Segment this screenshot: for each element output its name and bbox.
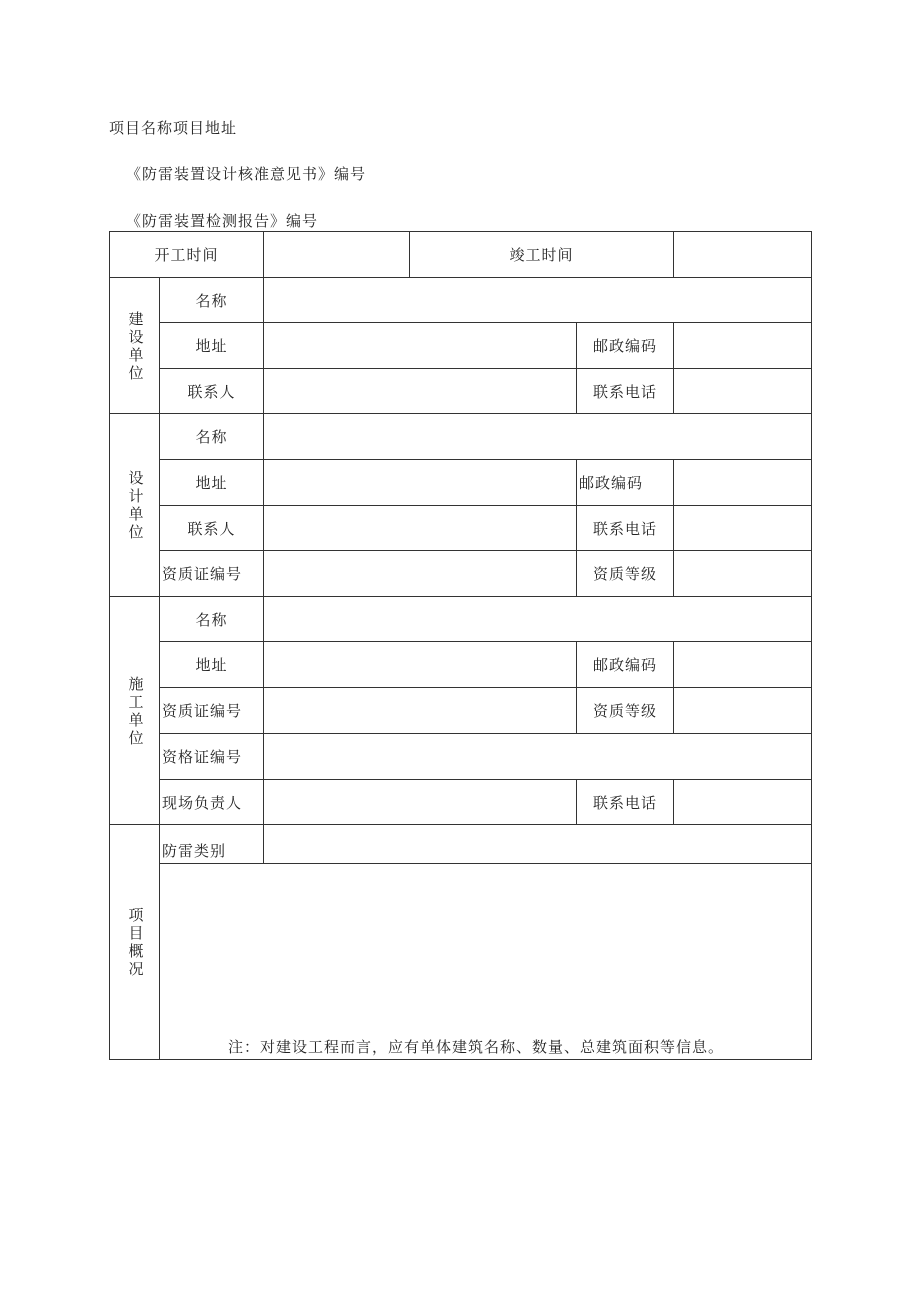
overview-note: 注：对建设工程而言，应有单体建筑名称、数量、总建筑面积等信息。 <box>228 1038 725 1056</box>
design-address-label: 地址 <box>160 460 264 506</box>
design-cert-no-label: 资质证编号 <box>160 551 264 597</box>
overview-group <box>110 825 160 1060</box>
builder-name-label: 名称 <box>160 597 264 642</box>
inspection-report-number-line: 《防雷装置检测报告》编号 <box>126 212 319 230</box>
builder-cert-level-value[interactable] <box>674 688 812 734</box>
builder-unit-group <box>110 597 160 825</box>
construction-address-label: 地址 <box>160 323 264 369</box>
construction-postcode-value[interactable] <box>674 323 812 369</box>
construction-unit-label: 建设单位 <box>128 309 145 382</box>
design-name-label: 名称 <box>160 414 264 460</box>
design-unit-group <box>110 414 160 597</box>
project-name-address-line: 项目名称项目地址 <box>109 119 238 137</box>
design-address-value[interactable] <box>264 460 577 506</box>
design-postcode-label: 邮政编码 <box>577 460 674 506</box>
builder-site-manager-value[interactable] <box>264 780 577 825</box>
start-time-label: 开工时间 <box>110 232 264 278</box>
design-cert-no-value[interactable] <box>264 551 577 597</box>
construction-address-value[interactable] <box>264 323 577 369</box>
construction-contact-label: 联系人 <box>160 369 264 414</box>
builder-qual-no-label: 资格证编号 <box>160 734 264 780</box>
design-phone-value[interactable] <box>674 506 812 551</box>
design-unit-label: 设计单位 <box>128 469 145 541</box>
construction-contact-value[interactable] <box>264 369 577 414</box>
builder-postcode-value[interactable] <box>674 642 812 688</box>
design-postcode-value[interactable] <box>674 460 812 506</box>
protection-category-label: 防雷类别 <box>160 825 264 864</box>
builder-phone-value[interactable] <box>674 780 812 825</box>
construction-phone-label: 联系电话 <box>577 369 674 414</box>
construction-name-value[interactable] <box>264 278 812 323</box>
lightning-protection-form-table <box>109 231 812 1060</box>
construction-phone-value[interactable] <box>674 369 812 414</box>
construction-unit-group <box>110 278 160 414</box>
construction-postcode-label: 邮政编码 <box>577 323 674 369</box>
overview-content-area[interactable] <box>160 864 812 1060</box>
design-phone-label: 联系电话 <box>577 506 674 551</box>
construction-name-label: 名称 <box>160 278 264 323</box>
protection-category-value[interactable] <box>264 825 812 864</box>
design-contact-value[interactable] <box>264 506 577 551</box>
builder-address-value[interactable] <box>264 642 577 688</box>
overview-label: 项目概况 <box>128 906 145 978</box>
builder-cert-no-label: 资质证编号 <box>160 688 264 734</box>
builder-qual-no-value[interactable] <box>264 734 812 780</box>
builder-address-label: 地址 <box>160 642 264 688</box>
builder-name-value[interactable] <box>264 597 812 642</box>
design-cert-level-label: 资质等级 <box>577 551 674 597</box>
builder-cert-no-value[interactable] <box>264 688 577 734</box>
builder-phone-label: 联系电话 <box>577 780 674 825</box>
builder-cert-level-label: 资质等级 <box>577 688 674 734</box>
builder-unit-label: 施工单位 <box>128 674 145 747</box>
design-name-value[interactable] <box>264 414 812 460</box>
design-contact-label: 联系人 <box>160 506 264 551</box>
design-cert-level-value[interactable] <box>674 551 812 597</box>
start-time-value[interactable] <box>264 232 410 278</box>
finish-time-value[interactable] <box>674 232 812 278</box>
finish-time-label: 竣工时间 <box>410 232 674 278</box>
builder-postcode-label: 邮政编码 <box>577 642 674 688</box>
design-approval-number-line: 《防雷装置设计核准意见书》编号 <box>126 165 367 183</box>
builder-site-manager-label: 现场负责人 <box>160 780 264 825</box>
